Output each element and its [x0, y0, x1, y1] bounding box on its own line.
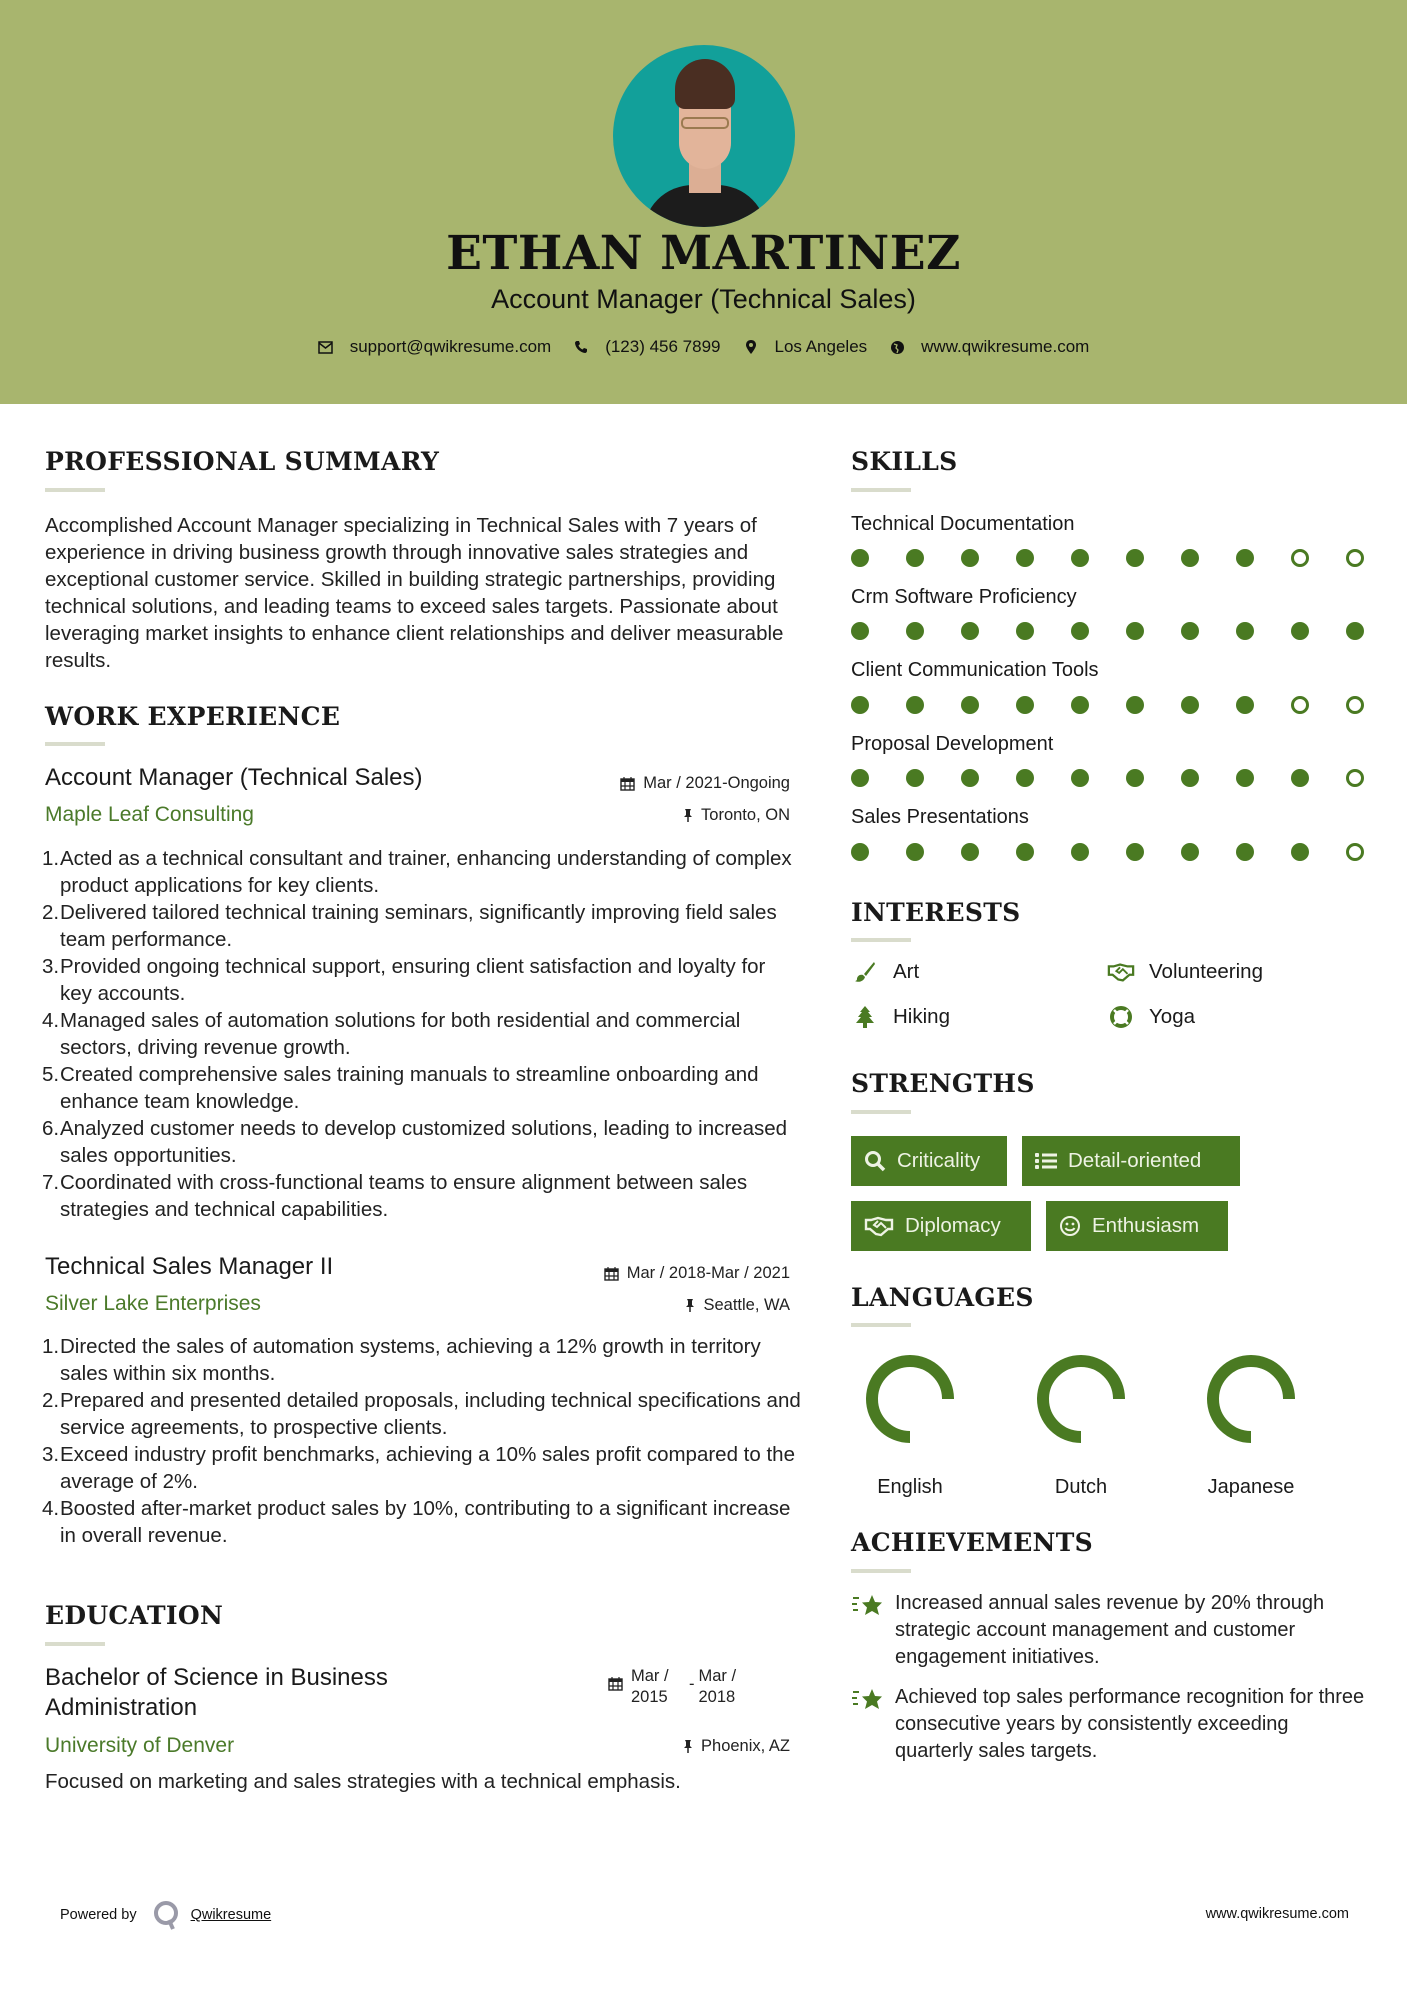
tree-icon: [851, 1005, 879, 1029]
job-dates: Mar / 2018-Mar / 2021: [540, 1264, 790, 1283]
profile-photo: [613, 45, 795, 227]
bullet: 4. Boosted after-market product sales by 10%, contributing to a significant increase in overall revenue.: [42, 1497, 791, 1547]
job-title: Account Manager (Technical Sales): [45, 764, 423, 791]
search-icon: [863, 1149, 887, 1173]
rating-dot-filled: [1126, 843, 1144, 861]
bullet: 7. Coordinated with cross-functional teams to ensure alignment between sales strategies and technical capabilities.: [42, 1171, 748, 1221]
rating-dot-filled: [1071, 549, 1089, 567]
qwikresume-logo-icon: [153, 1900, 181, 1930]
bullet: 4. Managed sales of automation solutions for both residential and commercial sectors, driving revenue growth.: [42, 1009, 741, 1059]
rating-dot-filled: [851, 622, 869, 640]
interest-hiking: Hiking: [851, 1005, 950, 1029]
skills-heading: SKILLS: [851, 447, 958, 476]
job-dates: Mar / 2021-Ongoing: [560, 774, 790, 793]
skill-label: Client Communication Tools: [851, 659, 1099, 681]
company-name: Maple Leaf Consulting: [45, 803, 254, 826]
list-icon: [1034, 1149, 1058, 1173]
rating-dot-filled: [1016, 549, 1034, 567]
rating-dot-filled: [1126, 549, 1144, 567]
envelope-icon: [318, 339, 334, 355]
rating-dot-empty: [1346, 769, 1364, 787]
rating-dot-filled: [906, 843, 924, 861]
rating-dot-filled: [1181, 622, 1199, 640]
handshake-icon: [863, 1214, 895, 1238]
rating-dot-filled: [1346, 622, 1364, 640]
language-item: Japanese: [1196, 1352, 1306, 1499]
section-underline: [45, 742, 105, 746]
education-dates: Mar / 2015 - Mar / 2018: [608, 1666, 751, 1708]
rating-dot-filled: [1181, 696, 1199, 714]
strength-badge: Enthusiasm: [1046, 1201, 1228, 1251]
pushpin-icon: [683, 1739, 693, 1754]
rating-dot-filled: [1126, 622, 1144, 640]
skill-label: Technical Documentation: [851, 513, 1075, 535]
contact-bar: [0, 337, 1407, 357]
contact-location: Los Angeles: [743, 337, 868, 357]
map-pin-icon: [743, 339, 759, 355]
strength-badge: Criticality: [851, 1136, 1007, 1186]
skill-rating: [851, 843, 1371, 863]
skill-rating: [851, 622, 1371, 642]
language-progress-ring: [863, 1352, 957, 1446]
rating-dot-filled: [906, 549, 924, 567]
bullet: 5. Created comprehensive sales training manuals to streamline onboarding and enhance team knowledge.: [42, 1063, 759, 1113]
rating-dot-filled: [961, 696, 979, 714]
contact-email[interactable]: support@qwikresume.com: [318, 337, 552, 357]
strength-badge: Detail-oriented: [1022, 1136, 1240, 1186]
smile-icon: [1058, 1214, 1082, 1238]
rating-dot-filled: [1016, 696, 1034, 714]
company-name: Silver Lake Enterprises: [45, 1292, 261, 1315]
rating-dot-filled: [1181, 549, 1199, 567]
rating-dot-filled: [851, 769, 869, 787]
rating-dot-filled: [906, 622, 924, 640]
interests-heading: INTERESTS: [851, 898, 1021, 927]
calendar-icon: [604, 1266, 619, 1281]
language-item: Dutch: [1026, 1352, 1136, 1499]
language-progress-ring: [1204, 1352, 1298, 1446]
rating-dot-filled: [961, 769, 979, 787]
interest-volunteering: Volunteering: [1107, 960, 1263, 984]
bullet: 3. Exceed industry profit benchmarks, achieving a 10% sales profit compared to the average of 2%.: [42, 1443, 795, 1493]
rating-dot-filled: [1291, 843, 1309, 861]
summary-text: Accomplished Account Manager specializing in Technical Sales with 7 years of experience in driving business growth through innovative sales strategies and exceptional customer service. Skilled in building strategic partnerships, providing technical solutions, and leading teams to exceed sales targets. Passionate about leveraging market insights to enhance client relationships and deliver measurable results.: [45, 514, 784, 672]
section-underline: [851, 938, 911, 942]
candidate-title: Account Manager (Technical Sales): [491, 284, 916, 314]
skill-label: Crm Software Proficiency: [851, 586, 1077, 608]
summary-heading: PROFESSIONAL SUMMARY: [45, 447, 440, 476]
school-name: University of Denver: [45, 1734, 235, 1757]
rating-dot-filled: [906, 696, 924, 714]
pushpin-icon: [685, 1298, 695, 1313]
section-underline: [851, 1569, 911, 1573]
calendar-icon: [608, 1666, 623, 1708]
rating-dot-empty: [1291, 696, 1309, 714]
job-bullets: [42, 845, 802, 1223]
rating-dot-filled: [1181, 843, 1199, 861]
rating-dot-filled: [1071, 769, 1089, 787]
rating-dot-filled: [1016, 769, 1034, 787]
life-ring-icon: [1107, 1005, 1135, 1029]
education-location: Phoenix, AZ: [560, 1737, 790, 1756]
skill-rating: [851, 549, 1371, 569]
achievement-item: Achieved top sales performance recognition for three consecutive years by consistently exceeding quarterly sales targets.: [851, 1684, 1371, 1765]
skill-rating: [851, 769, 1371, 789]
rating-dot-filled: [1016, 622, 1034, 640]
language-item: English: [855, 1352, 965, 1499]
rating-dot-filled: [1236, 696, 1254, 714]
candidate-name: ETHAN MARTINEZ: [446, 226, 961, 281]
bullet: 3. Provided ongoing technical support, ensuring client satisfaction and loyalty for key accounts.: [42, 955, 766, 1005]
paintbrush-icon: [851, 960, 879, 984]
experience-heading: WORK EXPERIENCE: [45, 702, 341, 731]
language-progress-ring: [1034, 1352, 1128, 1446]
rating-dot-filled: [1236, 549, 1254, 567]
bullet: 1. Directed the sales of automation systems, achieving a 12% growth in territory sales within six months.: [42, 1335, 761, 1385]
bullet: 2. Delivered tailored technical training seminars, significantly improving field sales team performance.: [42, 901, 777, 951]
powered-by: Powered by Qwikresume: [60, 1900, 271, 1930]
header-banner: [0, 0, 1407, 404]
degree-title: Bachelor of Science in Business Administration: [45, 1664, 388, 1721]
skill-label: Proposal Development: [851, 733, 1054, 755]
rating-dot-filled: [1126, 696, 1144, 714]
rating-dot-filled: [1016, 843, 1034, 861]
interest-art: Art: [851, 960, 919, 984]
skill-label: Sales Presentations: [851, 806, 1029, 828]
rating-dot-filled: [961, 549, 979, 567]
job-location: Toronto, ON: [560, 806, 790, 825]
globe-icon: [889, 339, 905, 355]
rating-dot-empty: [1346, 843, 1364, 861]
rating-dot-filled: [1291, 769, 1309, 787]
education-description: Focused on marketing and sales strategies with a technical emphasis.: [45, 1770, 681, 1793]
section-underline: [851, 1323, 911, 1327]
rating-dot-empty: [1346, 549, 1364, 567]
job-bullets: [42, 1333, 802, 1549]
phone-icon: [573, 339, 589, 355]
handshake-icon: [1107, 960, 1135, 984]
rating-dot-filled: [851, 843, 869, 861]
interest-yoga: Yoga: [1107, 1005, 1195, 1029]
shooting-star-icon: [851, 1590, 895, 1671]
rating-dot-filled: [851, 696, 869, 714]
calendar-icon: [620, 776, 635, 791]
languages-heading: LANGUAGES: [851, 1283, 1034, 1312]
footer-url-link[interactable]: www.qwikresume.com: [1205, 1906, 1349, 1922]
achievements-heading: ACHIEVEMENTS: [851, 1528, 1093, 1557]
rating-dot-filled: [906, 769, 924, 787]
rating-dot-filled: [1291, 622, 1309, 640]
rating-dot-filled: [1071, 843, 1089, 861]
qwikresume-link[interactable]: Qwikresume: [190, 1907, 272, 1923]
rating-dot-filled: [851, 549, 869, 567]
rating-dot-filled: [961, 622, 979, 640]
section-underline: [45, 488, 105, 492]
strength-badge: Diplomacy: [851, 1201, 1031, 1251]
job-title: Technical Sales Manager II: [45, 1253, 334, 1280]
skill-rating: [851, 696, 1371, 716]
rating-dot-filled: [1236, 769, 1254, 787]
education-heading: EDUCATION: [45, 1601, 224, 1630]
rating-dot-filled: [1071, 622, 1089, 640]
job-location: Seattle, WA: [560, 1296, 790, 1315]
contact-website[interactable]: www.qwikresume.com: [889, 337, 1089, 357]
rating-dot-filled: [961, 843, 979, 861]
rating-dot-filled: [1071, 696, 1089, 714]
rating-dot-filled: [1236, 843, 1254, 861]
pushpin-icon: [683, 808, 693, 823]
bullet: 6. Analyzed customer needs to develop customized solutions, leading to increased sales opportunities.: [42, 1117, 788, 1167]
shooting-star-icon: [851, 1684, 895, 1765]
contact-phone[interactable]: (123) 456 7899: [573, 337, 720, 357]
rating-dot-empty: [1291, 549, 1309, 567]
rating-dot-filled: [1236, 622, 1254, 640]
rating-dot-empty: [1346, 696, 1364, 714]
section-underline: [851, 488, 911, 492]
achievement-item: Increased annual sales revenue by 20% through strategic account management and customer engagement initiatives.: [851, 1590, 1371, 1671]
strengths-heading: STRENGTHS: [851, 1069, 1035, 1098]
rating-dot-filled: [1181, 769, 1199, 787]
bullet: 2. Prepared and presented detailed proposals, including technical specifications and service agreements, to prospective clients.: [42, 1389, 801, 1439]
section-underline: [851, 1110, 911, 1114]
bullet: 1. Acted as a technical consultant and trainer, enhancing understanding of complex product applications for key clients.: [42, 847, 792, 897]
section-underline: [45, 1642, 105, 1646]
rating-dot-filled: [1126, 769, 1144, 787]
